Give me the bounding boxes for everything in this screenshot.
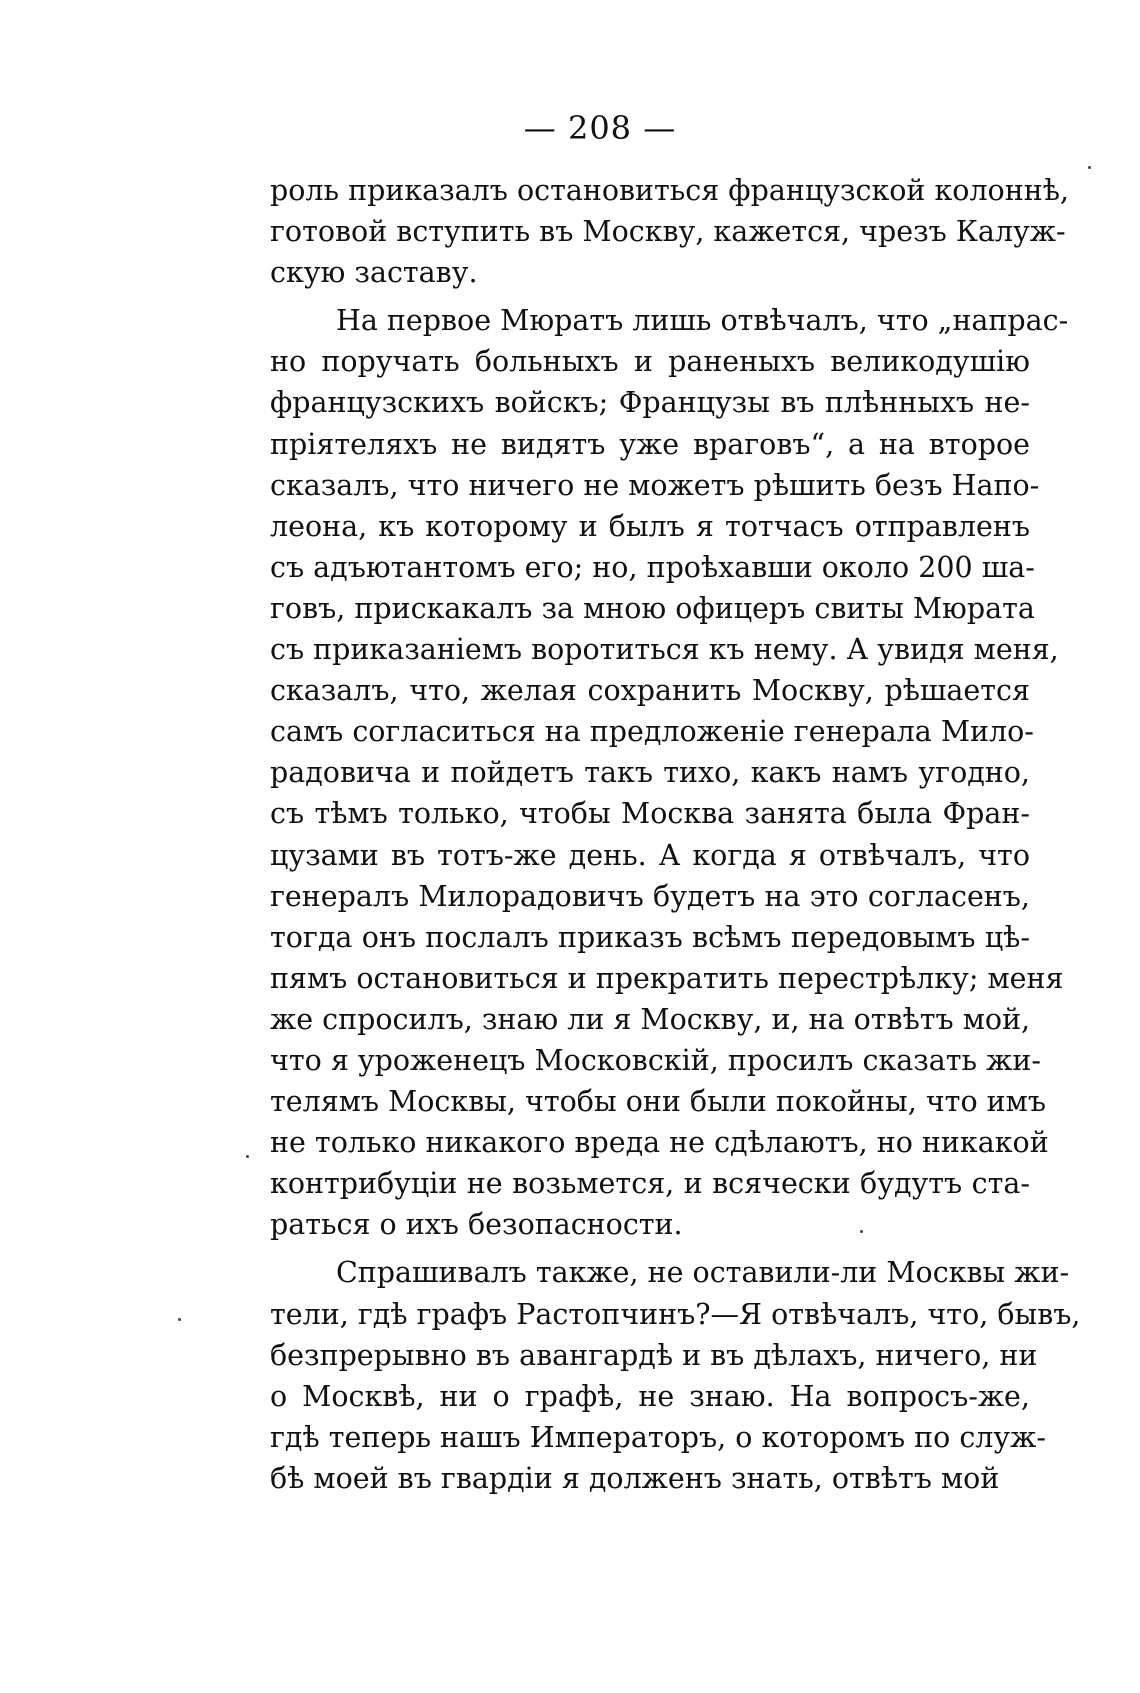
- text-line: роль приказалъ остановиться французской колоннѣ,: [270, 174, 1069, 207]
- body-text: [270, 170, 1081, 1499]
- print-speck: [246, 1155, 249, 1158]
- text-line: тогда онъ послалъ приказъ всѣмъ передовымъ цѣ-: [270, 920, 1030, 954]
- text-line: скую заставу.: [270, 256, 478, 290]
- paragraph: [270, 300, 1069, 1245]
- text-line: не только никакого вреда не сдѣлаютъ, но никакой: [270, 1126, 1049, 1160]
- text-line: цузами въ тотъ-же день. А когда я отвѣчалъ, что: [270, 838, 1030, 872]
- paragraph: [270, 1252, 1081, 1499]
- text-line: телямъ Москвы, чтобы они были покойны, что имъ: [270, 1085, 1046, 1119]
- text-line: На первое Мюратъ лишь отвѣчалъ, что „напрас-: [336, 304, 1069, 338]
- text-line: пямъ остановиться и прекратить перестрѣлку; меня: [270, 961, 1064, 995]
- text-line: радовича и пойдетъ такъ тихо, какъ намъ угодно,: [270, 756, 1030, 790]
- paragraph-gap: [270, 1245, 1030, 1252]
- text-line: самъ согласиться на предложеніе генерала Мило-: [270, 715, 1034, 749]
- text-line: сказалъ, что, желая сохранить Москву, рѣшается: [270, 674, 1030, 708]
- text-line: съ адъютантомъ его; но, проѣхавши около 200 ша-: [270, 550, 1035, 584]
- text-line: контрибуціи не возьмется, и всячески будутъ ста-: [270, 1167, 1030, 1201]
- text-line: раться о ихъ безопасности.: [270, 1208, 683, 1242]
- text-line: генералъ Милорадовичъ будетъ на это согласенъ,: [270, 879, 1030, 913]
- text-line: о Москвѣ, ни о графѣ, не знаю. На вопросъ-же,: [270, 1379, 1030, 1413]
- text-line: съ тѣмъ только, чтобы Москва занята была Фран-: [270, 797, 1030, 831]
- text-line: говъ, прискакалъ за мною офицеръ свиты Мюрата: [270, 591, 1035, 625]
- print-speck: [860, 1230, 863, 1233]
- text-line: пріятеляхъ не видятъ уже враговъ“, а на второе: [270, 427, 1030, 461]
- page-number: — 208 —: [523, 109, 677, 147]
- text-line: французскихъ войскъ; Французы въ плѣнныхъ не-: [270, 386, 1030, 420]
- text-line: сказалъ, что ничего не можетъ рѣшить безъ Напо-: [270, 468, 1040, 502]
- text-line: бѣ моей въ гвардіи я долженъ знать, отвѣтъ мой: [270, 1461, 1000, 1495]
- text-line: съ приказаніемъ воротиться къ нему. А увидя меня,: [270, 633, 1059, 667]
- text-line: готовой вступить въ Москву, кажется, чрезъ Калуж-: [270, 215, 1066, 249]
- paragraph-gap: [270, 293, 1030, 300]
- print-speck: [1088, 166, 1091, 169]
- text-line: гдѣ теперь нашъ Императоръ, о которомъ по служ-: [270, 1420, 1047, 1454]
- text-line: же спросилъ, знаю ли я Москву, и, на отвѣтъ мой,: [270, 1002, 1031, 1036]
- text-line: леона, къ которому и былъ я тотчасъ отправленъ: [270, 509, 1030, 543]
- text-line: что я уроженецъ Московскій, просилъ сказать жи-: [270, 1043, 1041, 1077]
- paragraph: [270, 170, 1069, 293]
- print-speck: [178, 1318, 181, 1321]
- text-line: тели, гдѣ графъ Растопчинъ?—Я отвѣчалъ, что, бывъ,: [270, 1297, 1081, 1331]
- text-line: но поручать больныхъ и раненыхъ великодушію: [270, 345, 1030, 379]
- text-line: Спрашивалъ также, не оставили-ли Москвы жи-: [336, 1256, 1070, 1290]
- text-line: безпрерывно въ авангардѣ и въ дѣлахъ, ничего, ни: [270, 1338, 1038, 1372]
